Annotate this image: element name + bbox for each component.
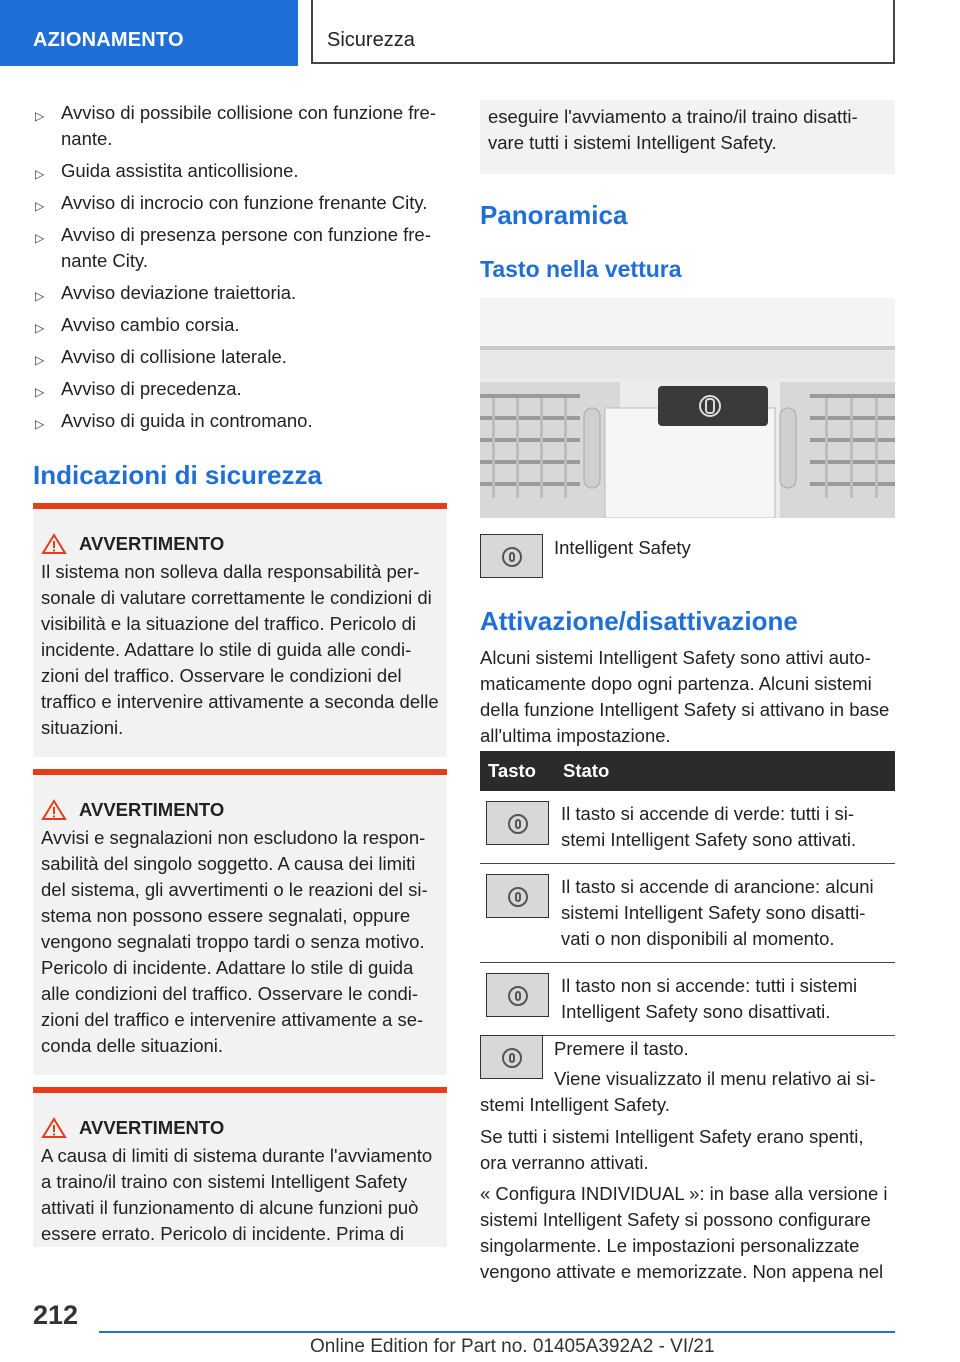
list-item: ▷ Avviso di guida in contromano. bbox=[33, 408, 447, 434]
table-cell-icon bbox=[480, 864, 555, 963]
table-row bbox=[480, 864, 895, 963]
section-tab: AZIONAMENTO bbox=[0, 0, 298, 66]
warning-text: Avvisi e segnalazioni non escludono la respon-sabilità del singolo soggetto. A causa dei limiti del sistema, gli avvertimenti o le reazioni del si-stema non possono essere segnalati, oppure vengono segnalati troppo tardi o senza motivo. Pericolo di incidente. Adattare lo stile di guida alle condizioni del traffico. Osservare le condi-zioni del traffico e intervenire attivamente a se-conda delle situazioni. bbox=[41, 827, 428, 1056]
intelligent-safety-icon bbox=[502, 1048, 522, 1068]
feature-list bbox=[33, 100, 447, 440]
warning-continuation: eseguire l'avviamento a traino/il traino disatti-vare tutti i sistemi Intelligent Safety. bbox=[480, 100, 895, 174]
bullet-triangle-icon: ▷ bbox=[35, 199, 45, 213]
warning-title: AVVERTIMENTO bbox=[41, 1115, 439, 1141]
dashboard-photo bbox=[480, 298, 895, 518]
list-item: ▷ Avviso cambio corsia. bbox=[33, 312, 447, 338]
table-header: Stato bbox=[555, 751, 895, 791]
intelligent-safety-button bbox=[486, 973, 549, 1017]
bullet-triangle-icon: ▷ bbox=[35, 289, 45, 303]
table-row bbox=[480, 791, 895, 864]
table-cell-icon bbox=[480, 963, 555, 1036]
warning-box bbox=[33, 769, 447, 1075]
bullet-triangle-icon: ▷ bbox=[35, 231, 45, 245]
page-number: 212 bbox=[33, 1300, 79, 1330]
dashboard-illustration bbox=[480, 298, 895, 518]
intelligent-safety-icon bbox=[508, 986, 528, 1006]
bullet-triangle-icon: ▷ bbox=[35, 385, 45, 399]
button-heading: Tasto nella vettura bbox=[480, 256, 682, 282]
table-cell-icon bbox=[480, 791, 555, 864]
bullet-triangle-icon: ▷ bbox=[35, 109, 45, 123]
safety-heading: Indicazioni di sicurezza bbox=[33, 460, 322, 490]
warning-text: Il sistema non solleva dalla responsabilità per-sonale di valutare correttamente le condizioni di visibilità e la situazione del traffico. Pericolo di incidente. Adattare lo stile di guida alle condi-zioni del traffico. Osservare le condizioni del traffico e intervenire attivamente a seconda delle situazioni. bbox=[41, 561, 439, 738]
menu-text: Viene visualizzato il menu relativo ai si-stemi Intelligent Safety. bbox=[480, 1068, 876, 1115]
status-table bbox=[480, 751, 895, 1036]
paragraph: « Configura INDIVIDUAL »: in base alla versione i sistemi Intelligent Safety si possono configurare singolarmente. Le impostazioni personalizzate vengono attivate e memorizzate. Non appena nel bbox=[480, 1183, 888, 1282]
footer-text: Online Edition for Part no. 01405A392A2 - VI/21 bbox=[310, 1336, 715, 1357]
list-item: ▷ Avviso di collisione laterale. bbox=[33, 344, 447, 370]
table-cell: Il tasto si accende di verde: tutti i si-stemi Intelligent Safety sono attivati. bbox=[555, 791, 895, 864]
chapter-title: Sicurezza bbox=[311, 0, 895, 64]
table-cell: Il tasto si accende di arancione: alcuni sistemi Intelligent Safety sono disatti-vati o non disponibili al momento. bbox=[555, 864, 895, 963]
intelligent-safety-button bbox=[486, 801, 549, 845]
intelligent-safety-button bbox=[486, 874, 549, 918]
paragraph: Se tutti i sistemi Intelligent Safety erano spenti, ora verranno attivati. bbox=[480, 1126, 864, 1173]
activation-heading: Attivazione/disattivazione bbox=[480, 606, 798, 636]
overview-heading: Panoramica bbox=[480, 200, 628, 230]
button-label: Intelligent Safety bbox=[554, 537, 691, 558]
list-item: ▷ Avviso deviazione traiettoria. bbox=[33, 280, 447, 306]
bullet-triangle-icon: ▷ bbox=[35, 167, 45, 181]
intelligent-safety-icon bbox=[508, 814, 528, 834]
intelligent-safety-icon bbox=[508, 887, 528, 907]
bullet-triangle-icon: ▷ bbox=[35, 417, 45, 431]
intelligent-safety-button bbox=[480, 534, 543, 578]
intelligent-safety-icon bbox=[502, 547, 522, 567]
list-item: ▷ Avviso di precedenza. bbox=[33, 376, 447, 402]
press-instruction: Premere il tasto. bbox=[554, 1038, 689, 1059]
warning-triangle-icon bbox=[41, 533, 67, 555]
list-item: ▷ Guida assistita anticollisione. bbox=[33, 158, 447, 184]
list-item: ▷ Avviso di presenza persone con funzione fre-nante City. bbox=[35, 224, 431, 271]
activation-text: Alcuni sistemi Intelligent Safety sono attivi auto-maticamente dopo ogni partenza. Alcuni sistemi della funzione Intelligent Safety si attivano in base all'ultima impostazione. bbox=[480, 647, 890, 746]
warning-title: AVVERTIMENTO bbox=[41, 797, 439, 823]
warning-text: A causa di limiti di sistema durante l'avviamento a traino/il traino con sistemi Intelligent Safety attivati il funzionamento di alcune funzioni può essere errato. Pericolo di incidente. Prima di bbox=[41, 1145, 433, 1244]
list-item: ▷ Avviso di possibile collisione con funzione fre-nante. bbox=[35, 102, 436, 149]
warning-box bbox=[33, 503, 447, 757]
bullet-triangle-icon: ▷ bbox=[35, 321, 45, 335]
warning-title: AVVERTIMENTO bbox=[41, 531, 439, 557]
table-header: Tasto bbox=[480, 751, 555, 791]
table-cell: Il tasto non si accende: tutti i sistemi Intelligent Safety sono disattivati. bbox=[555, 963, 895, 1036]
table-row bbox=[480, 963, 895, 1036]
list-item: ▷ Avviso di incrocio con funzione frenante City. bbox=[33, 190, 447, 216]
footer-divider bbox=[99, 1331, 895, 1333]
bullet-triangle-icon: ▷ bbox=[35, 353, 45, 367]
warning-triangle-icon bbox=[41, 1117, 67, 1139]
warning-triangle-icon bbox=[41, 799, 67, 821]
intelligent-safety-button-image bbox=[480, 534, 543, 583]
warning-box bbox=[33, 1087, 447, 1247]
